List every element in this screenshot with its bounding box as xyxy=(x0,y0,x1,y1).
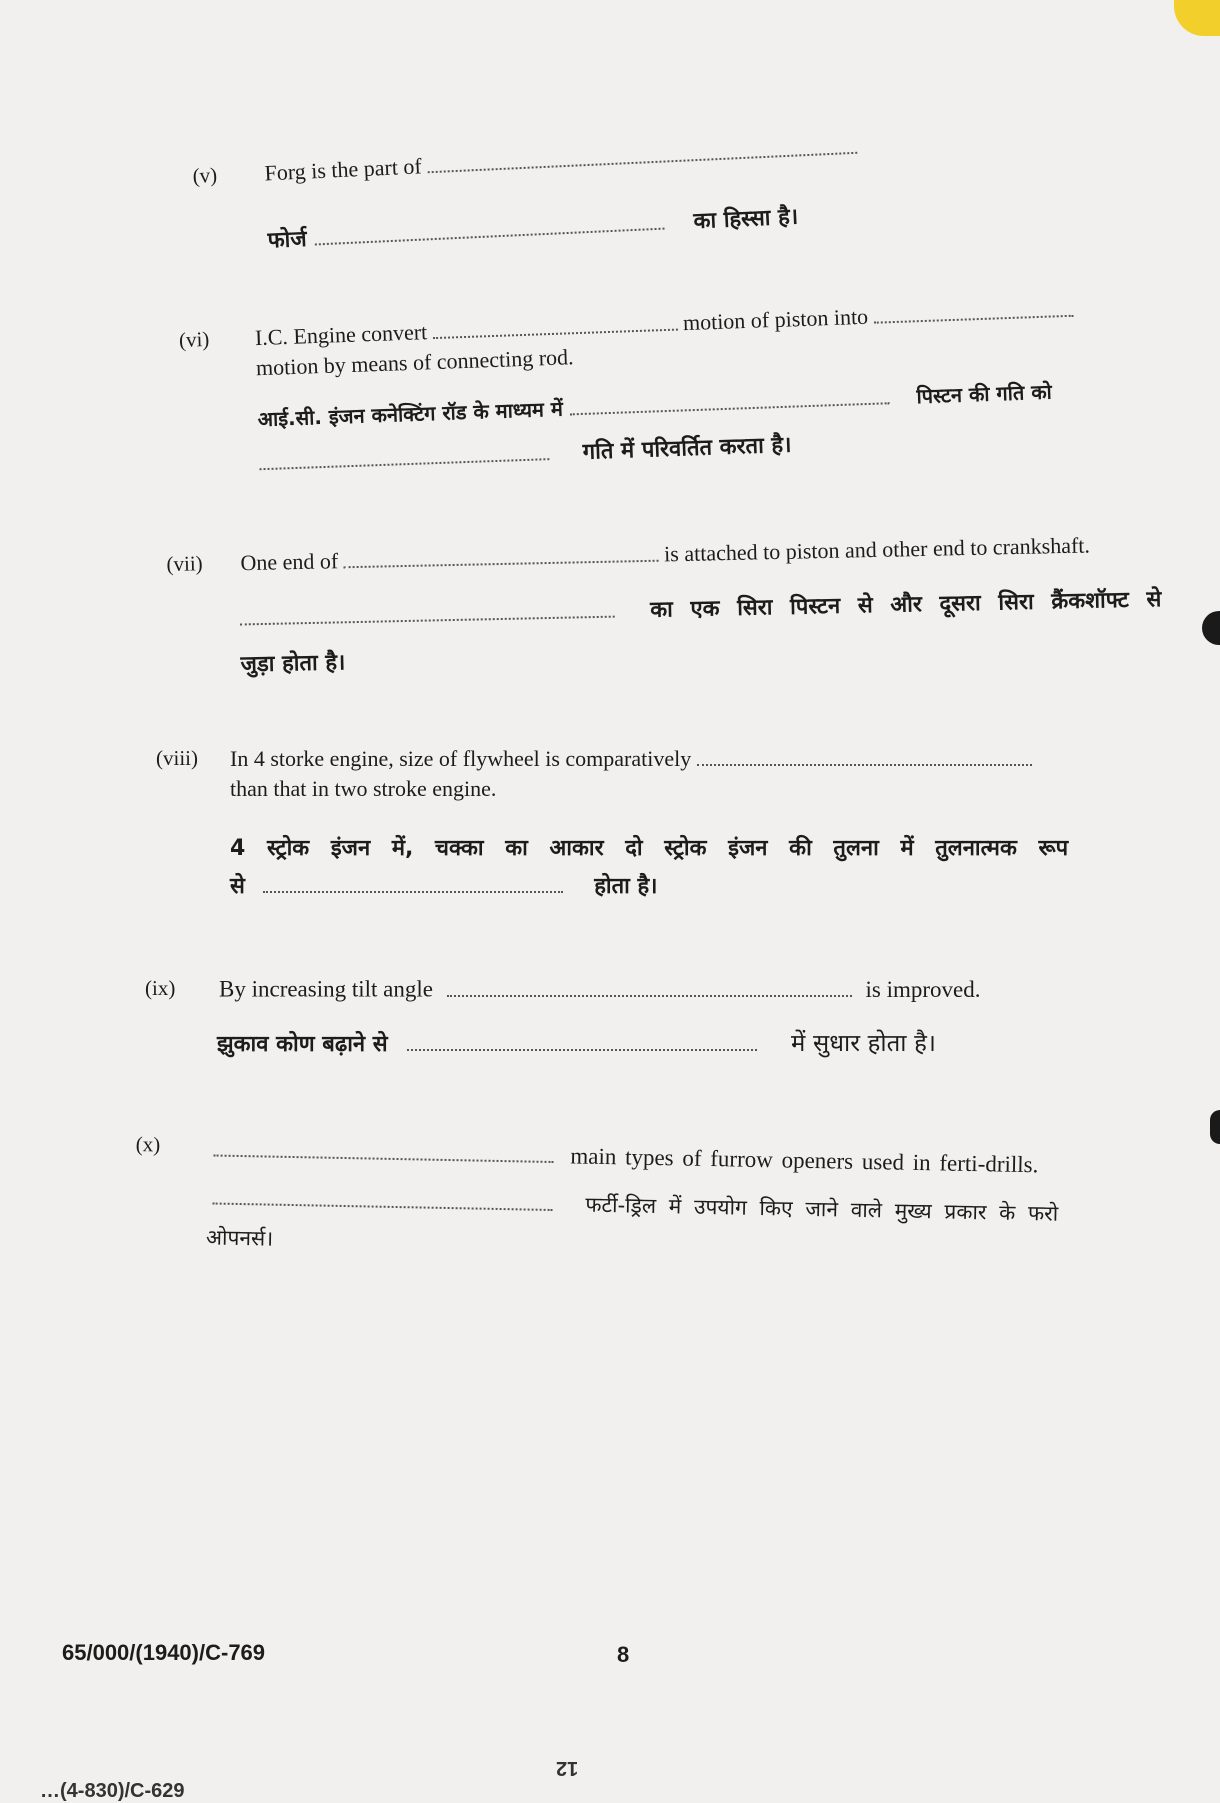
bleed-through-page-number: 12 xyxy=(556,1757,579,1779)
question-number: (ix) xyxy=(145,976,176,1000)
question-number: (vii) xyxy=(166,551,203,576)
english-text: is improved. xyxy=(865,976,981,1002)
blank-line xyxy=(447,974,852,997)
english-text: motion of piston into xyxy=(682,303,869,336)
bleed-through-code: …(4-830)/C-629 xyxy=(40,1780,185,1802)
english-text: I.C. Engine convert xyxy=(254,319,428,351)
hindi-text: का हिस्सा है। xyxy=(692,204,799,235)
yellow-tab-shape xyxy=(1174,0,1220,36)
blank-line xyxy=(873,295,1074,324)
hindi-text: गति में परिवर्तित करता है। xyxy=(582,432,792,465)
hindi-text: का एक सिरा पिस्टन से और दूसरा सिरा क्रैंकशॉफ्ट से xyxy=(649,587,1162,623)
question-number: (vi) xyxy=(178,326,210,352)
question-number: (v) xyxy=(192,162,218,188)
blank-line xyxy=(432,309,678,339)
blank-line xyxy=(213,1184,553,1211)
english-text: One end of xyxy=(240,548,339,576)
blank-line xyxy=(569,384,890,415)
english-text: than that in two stroke engine. xyxy=(230,776,497,801)
blank-line xyxy=(263,871,563,893)
blank-line xyxy=(239,596,614,626)
hindi-text: जुड़ा होता है। xyxy=(240,650,346,678)
blank-line xyxy=(697,744,1032,766)
hindi-text: ओपनर्स। xyxy=(205,1225,274,1251)
english-text: Forg is the part of xyxy=(264,153,423,186)
hindi-text: आई.सी. इंजन कनेक्टिंग रॉड के माध्यम में xyxy=(257,396,564,432)
punch-hole-mark xyxy=(1210,1110,1220,1144)
hindi-text: 4 स्ट्रोक इंजन में, चक्का का आकार दो स्ट्रोक इंजन की तुलना में तुलनात्मक रूप xyxy=(230,836,1069,861)
hindi-text: होता है। xyxy=(594,874,658,899)
blank-line xyxy=(314,208,665,246)
english-text: main types of furrow openers used in ferti-drills. xyxy=(570,1143,1039,1178)
blank-line xyxy=(259,438,550,470)
hindi-text: से xyxy=(230,874,245,899)
blank-line xyxy=(214,1133,554,1162)
hindi-text: झुकाव कोण बढ़ाने से xyxy=(217,1032,388,1057)
english-text: By increasing tilt angle xyxy=(219,976,433,1002)
english-text: In 4 storke engine, size of flywheel is comparatively xyxy=(230,745,692,771)
question-number: (viii) xyxy=(156,746,198,770)
hindi-text: फोर्ज xyxy=(267,226,308,254)
paper-code: 65/000/(1940)/C-769 xyxy=(62,1640,266,1665)
hindi-text: फर्टी-ड्रिल में उपयोग किए जाने वाले मुख्य प्रकार के फरो xyxy=(585,1192,1059,1226)
question-number: (x) xyxy=(135,1132,161,1157)
punch-hole-mark xyxy=(1202,611,1220,645)
english-text: motion by means of connecting rod. xyxy=(255,344,574,381)
blank-line xyxy=(407,1029,757,1051)
page-number: 8 xyxy=(617,1642,630,1667)
hindi-text: में सुधार होता है। xyxy=(791,1029,936,1057)
english-text: is attached to piston and other end to crankshaft. xyxy=(663,532,1091,567)
hindi-text: पिस्टन की गति को xyxy=(916,379,1053,409)
blank-line xyxy=(343,540,658,568)
blank-line xyxy=(427,132,858,173)
